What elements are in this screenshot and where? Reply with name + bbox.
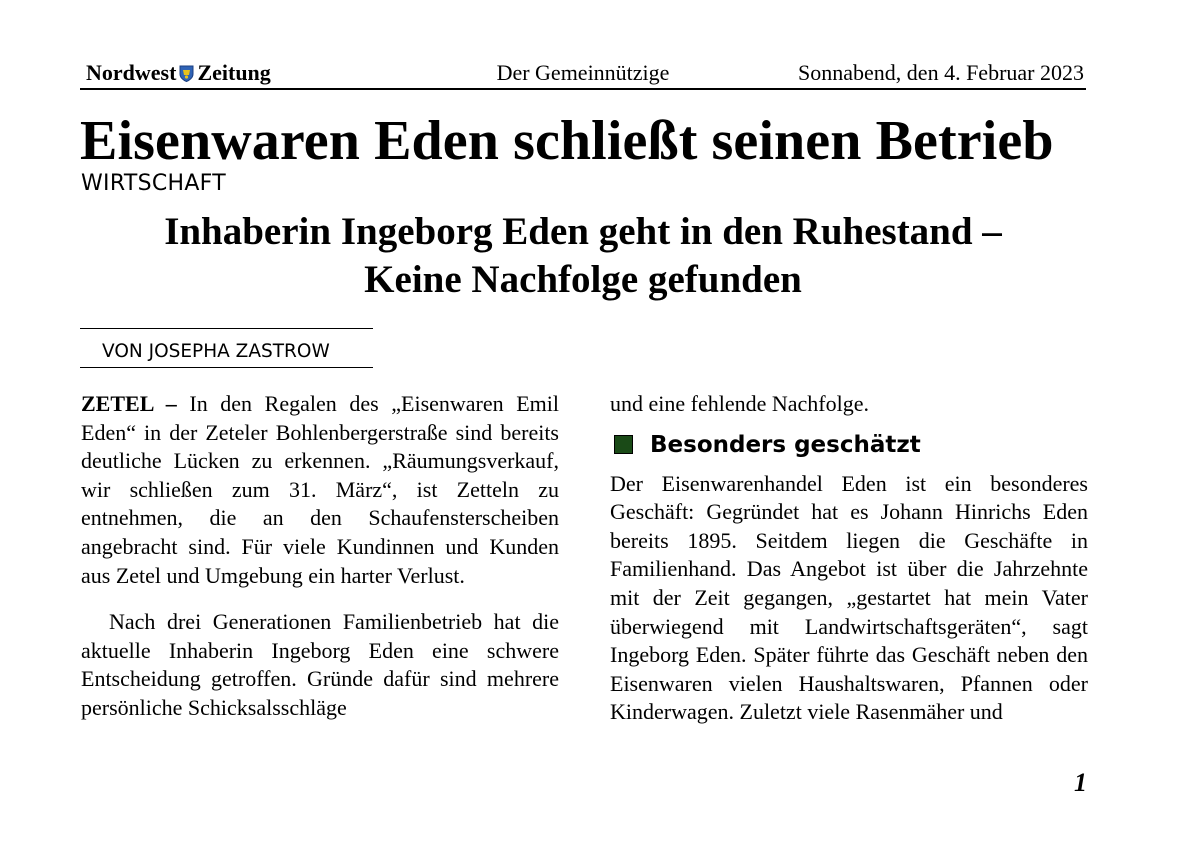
byline: VON JOSEPHA ZASTROW <box>80 328 373 368</box>
article-paragraph-2: Nach drei Generationen Familienbetrieb hat die aktuelle Inhaberin Ingeborg Eden eine schwere Entscheidung getroffen. Gründe dafür sind mehrere persönliche Schicksalsschläge <box>81 609 559 720</box>
subheadline-line-1: Inhaberin Ingeborg Eden geht in den Ruhestand – <box>164 210 1002 253</box>
headline: Eisenwaren Eden schließt seinen Betrieb <box>80 110 1054 172</box>
square-marker-icon <box>614 435 633 454</box>
article-column-right <box>610 390 1088 727</box>
article-column-left <box>81 390 559 723</box>
section-kicker: WIRTSCHAFT <box>81 171 226 196</box>
paper-name: Der Gemeinnützige <box>496 60 670 85</box>
page-number: 1 <box>1074 768 1087 797</box>
section-heading-text: Besonders geschätzt <box>650 431 921 458</box>
brand-name-right: Zeitung <box>197 60 271 85</box>
paragraph-1-text: In den Regalen des „Eisenwaren Emil Eden“ in der Zeteler Bohlenbergerstraße sind bereits deutliche Lücken zu erkennen. „Räumungsverkauf, wir schließen zum 31. März“, ist Zetteln zu entnehmen, die an den Schaufensterscheiben angebracht sind. Für viele Kundinnen und Kunden aus Zetel und Umgebung ein harter Verlust. <box>81 391 560 588</box>
article-paragraph-1 <box>81 390 559 590</box>
section-heading <box>610 430 1088 460</box>
article-paragraph-2-continued: und eine fehlende Nachfolge. <box>610 391 869 416</box>
dateline: ZETEL – <box>81 391 177 416</box>
subheadline <box>80 208 1086 304</box>
article-paragraph-3: Der Eisenwarenhandel Eden ist ein besonderes Geschäft: Gegründet hat es Johann Hinrichs Eden bereits 1895. Seitdem liegen die Geschäfte in Familienhand. Das Angebot ist über die Jahrzehnte mit der Zeit gegangen, „gestartet hat mein Vater überwiegend mit Landwirtschaftsgeräten“, sagt Ingeborg Eden. Später führte das Geschäft neben den Eisenwaren vielen Haushaltswaren, Pfannen oder Kinderwagen. Zuletzt viele Rasenmäher und <box>610 470 1088 725</box>
issue-date: Sonnabend, den 4. Februar 2023 <box>798 60 1084 85</box>
masthead <box>80 58 1086 90</box>
brand-name-left: Nordwest <box>86 60 177 85</box>
subheadline-line-2: Keine Nachfolge gefunden <box>364 258 802 301</box>
